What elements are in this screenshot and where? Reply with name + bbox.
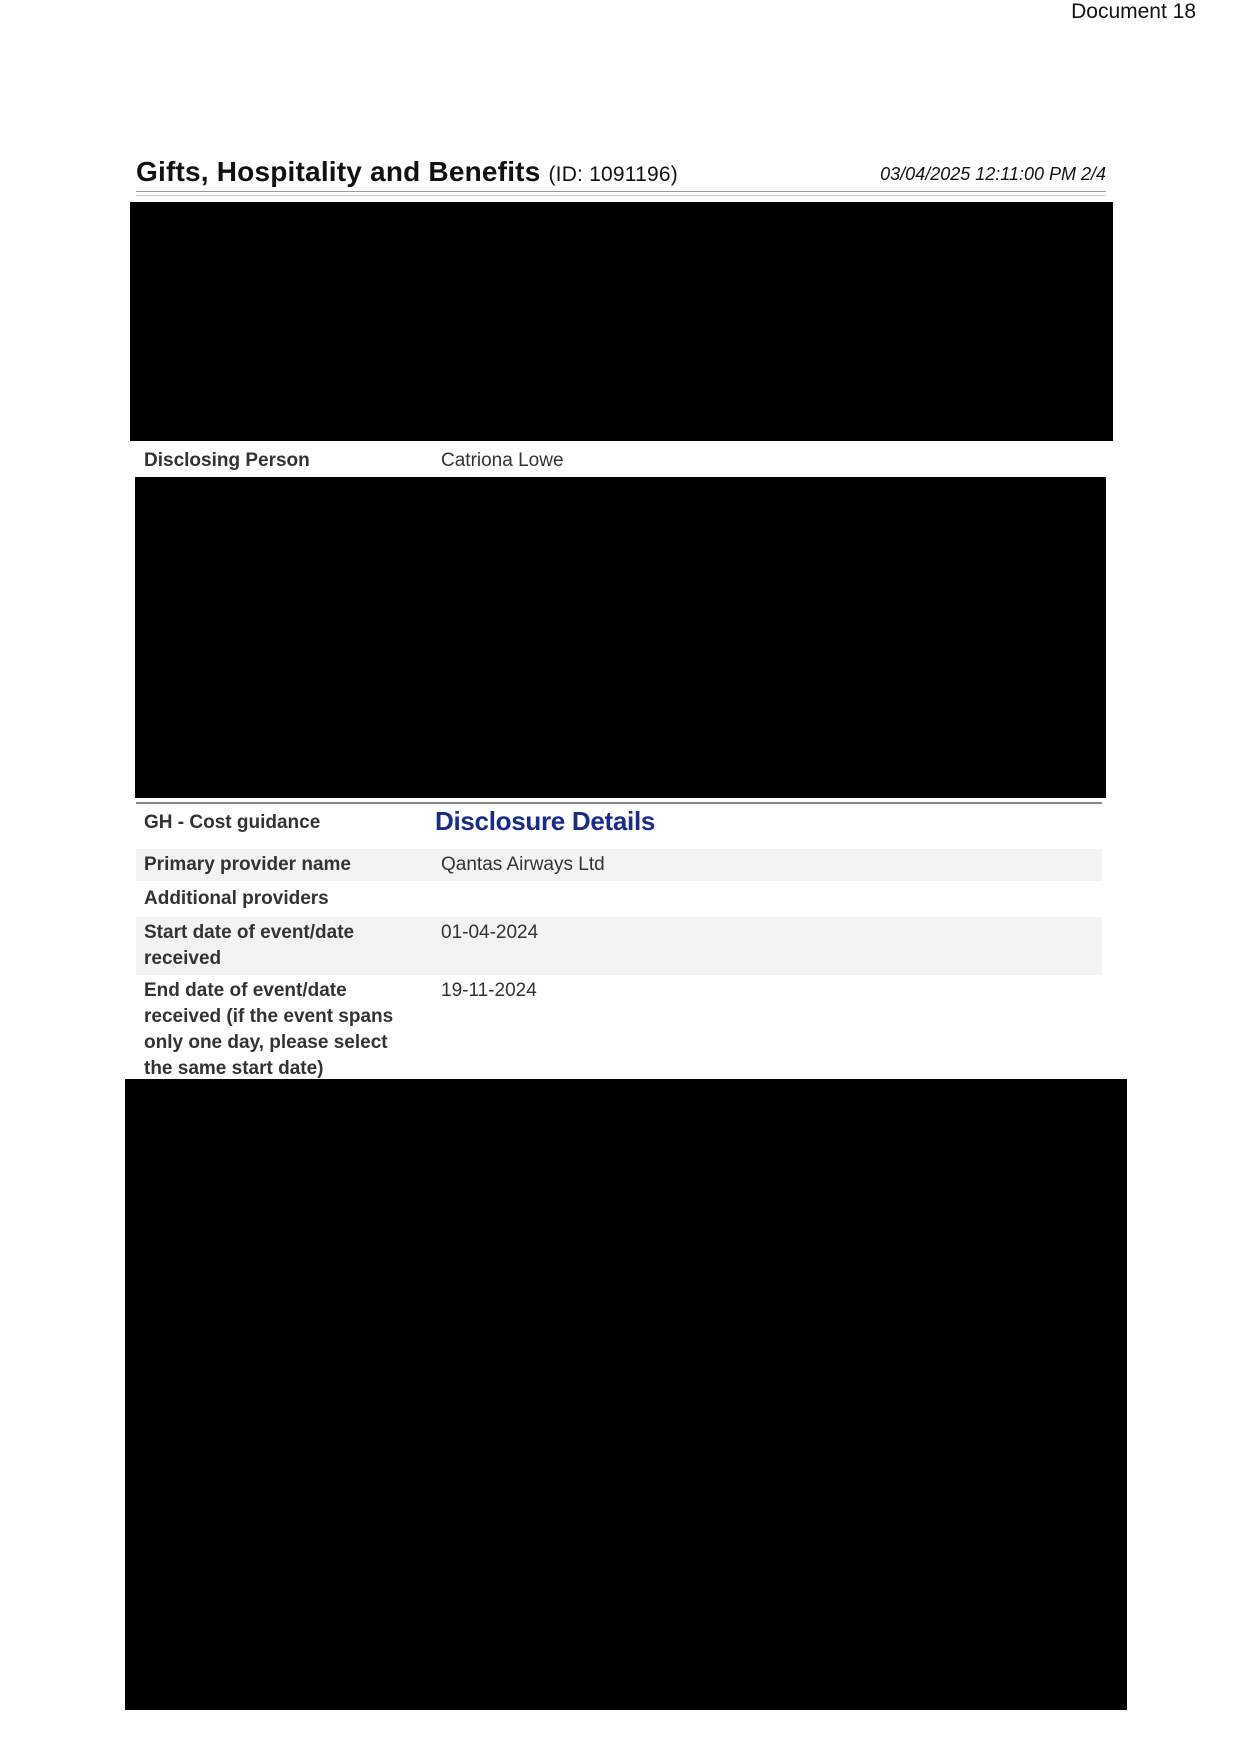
redaction-block (125, 1079, 1127, 1710)
field-label: Start date of event/date received (144, 922, 355, 969)
field-row-primary-provider (136, 849, 1102, 881)
field-value: 19-11-2024 (441, 980, 537, 1001)
disclosing-person-row (136, 446, 1102, 476)
redaction-block (130, 202, 1113, 441)
redaction-block (135, 477, 1106, 798)
section-title: Disclosure Details (435, 806, 656, 836)
disclosing-person-label: Disclosing Person (144, 450, 310, 471)
page-title (136, 156, 678, 188)
field-label: Primary provider name (144, 854, 351, 875)
cost-guidance-label: GH - Cost guidance (144, 812, 321, 833)
header-divider-secondary (136, 195, 1106, 196)
record-id: (ID: 1091196) (548, 163, 678, 186)
disclosing-person-value: Catriona Lowe (441, 450, 564, 471)
field-row-start-date (136, 917, 1102, 975)
field-value: Qantas Airways Ltd (441, 854, 605, 875)
field-row-additional-providers (136, 883, 1102, 915)
field-label: Additional providers (144, 888, 329, 909)
document-number-label: Document 18 (1071, 0, 1196, 23)
field-label: End date of event/date received (if the event spans only one day, please select the same start date) (144, 980, 394, 1079)
field-value: 01-04-2024 (441, 922, 539, 943)
title-text: Gifts, Hospitality and Benefits (136, 156, 541, 187)
field-row-end-date (136, 976, 1102, 1079)
section-divider (136, 802, 1102, 804)
header-divider (136, 191, 1106, 192)
page-header (136, 152, 1106, 192)
print-timestamp: 03/04/2025 12:11:00 PM 2/4 (880, 164, 1106, 184)
